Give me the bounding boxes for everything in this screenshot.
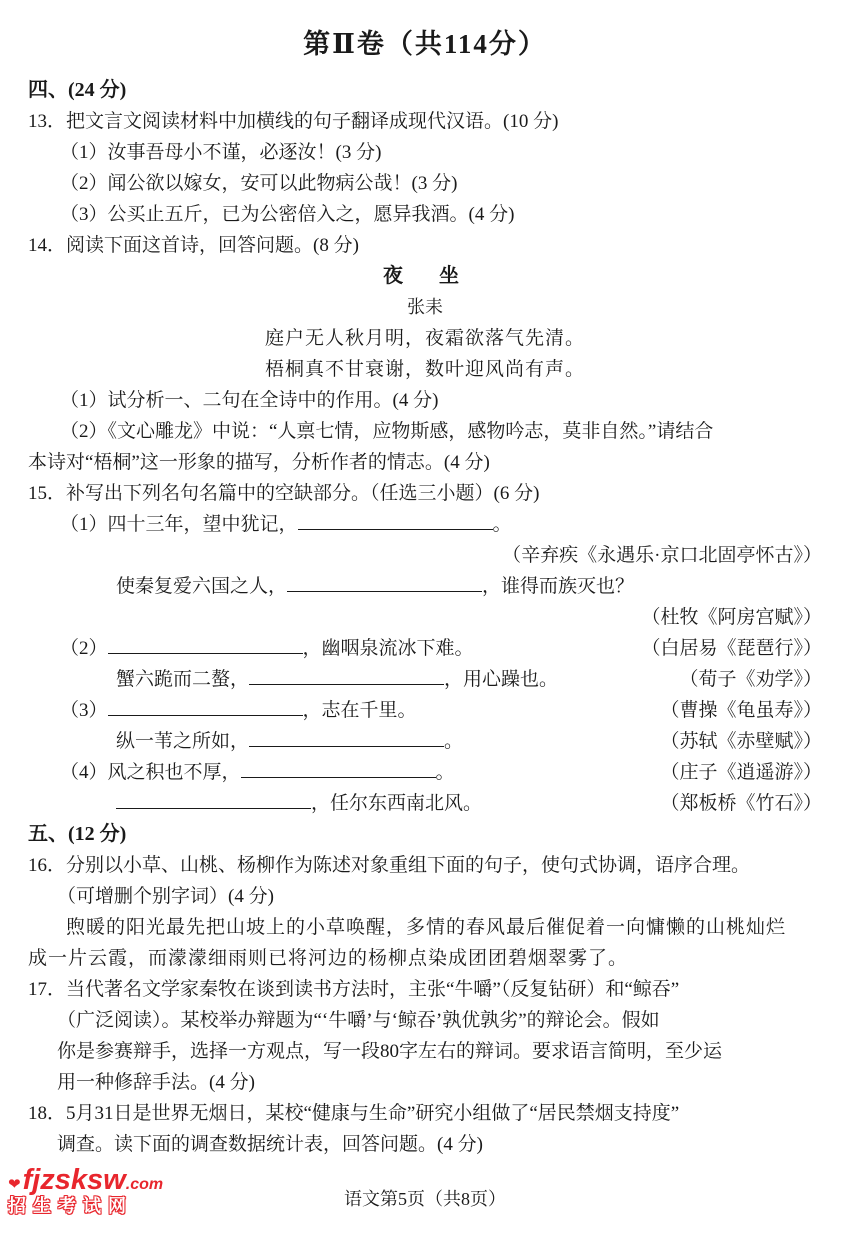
- q15-4a-post: 。: [435, 762, 455, 783]
- site-watermark: [8, 1165, 163, 1217]
- q16-stem-line1: 16．分别以小草、山桃、杨柳作为陈述对象重组下面的句子，使句式协调，语序合理。: [28, 855, 751, 876]
- q14-sub1: （1）试分析一、二句在全诗中的作用。(4 分): [60, 390, 439, 411]
- watermark-site-line: [8, 1165, 163, 1197]
- poem-author: 张耒: [407, 297, 443, 317]
- q15-1a-answer-blank: [298, 527, 493, 530]
- q15-3a-source: （曹操《龟虽寿》）: [660, 700, 822, 721]
- poem-title: 夜 坐: [383, 265, 467, 287]
- q16-stem-line2: （可增删个别字词）(4 分): [57, 886, 274, 907]
- section-five-heading: 五、(12 分): [28, 823, 127, 845]
- q15-1b-pre: 使秦复爱六国之人，: [116, 576, 288, 597]
- q15-2a-source: （白居易《琵琶行》）: [641, 638, 822, 659]
- q17-line4: 用一种修辞手法。(4 分): [57, 1072, 255, 1093]
- q15-3a-text: [60, 695, 417, 726]
- page-title: 第Ⅱ卷（共114分）: [303, 29, 547, 59]
- q15-3b-text: [116, 726, 463, 757]
- q15-4a-source: （庄子《逍遥游》）: [660, 762, 822, 783]
- q16-passage-line1: 煦暖的阳光最先把山坡上的小草唤醒，多情的春风最后催促着一向慵懒的山桃灿烂: [66, 917, 787, 938]
- q17-line2: （广泛阅读）。某校举办辩题为“‘牛嚼’与‘鲸吞’孰优孰劣”的辩论会。假如: [57, 1010, 660, 1031]
- q14-sub2-line1: （2）《文心雕龙》中说：“人禀七情，应物斯感，感物吟志，莫非自然。”请结合: [60, 421, 714, 442]
- q15-1b-post: ，谁得而族灭也？: [482, 576, 635, 597]
- q15-item-4a: [28, 757, 822, 788]
- q13-sub3: （3）公买止五斤，已为公密倍入之，愿异我酒。(4 分): [60, 204, 515, 225]
- q15-4a-text: [60, 757, 455, 788]
- q15-2b-source: （荀子《劝学》）: [679, 669, 822, 690]
- q15-stem: 15．补写出下列名句名篇中的空缺部分。（任选三小题）(6 分): [28, 483, 540, 504]
- q13-stem: 13．把文言文阅读材料中加横线的句子翻译成现代汉语。(10 分): [28, 111, 559, 132]
- q15-1b-answer-blank: [287, 589, 482, 592]
- q15-3b-pre: 纵一苇之所如，: [116, 731, 250, 752]
- q15-1a-post: 。: [492, 514, 512, 535]
- q15-4b-post: ，任尔东西南北风。: [311, 793, 483, 814]
- q15-item-3b: [28, 726, 822, 757]
- watermark-site-suffix: .com: [125, 1176, 164, 1194]
- watermark-caption: 招生考试网: [8, 1196, 133, 1217]
- q18-line1: 18．5月31日是世界无烟日，某校“健康与生命”研究小组做了“居民禁烟支持度”: [28, 1103, 680, 1124]
- q15-3a-answer-blank: [108, 713, 303, 716]
- q15-1a-pre: （1）四十三年，望中犹记，: [60, 514, 298, 535]
- q15-2b-post: ，用心躁也。: [444, 669, 559, 690]
- q15-2a-pre: （2）: [60, 638, 108, 659]
- q15-item-1b: [28, 571, 822, 602]
- q15-4b-text: [116, 788, 482, 819]
- q13-sub1: （1）汝事吾母小不谨，必逐汝！(3 分): [60, 142, 382, 163]
- poem-line-2: 梧桐真不甘衰谢，数叶迎风尚有声。: [264, 359, 585, 380]
- section-four-heading: 四、(24 分): [28, 79, 127, 101]
- q15-3a-post: ，志在千里。: [302, 700, 417, 721]
- q14-stem: 14．阅读下面这首诗，回答问题。(8 分): [28, 235, 359, 256]
- q16-passage-line2: 成一片云霞，而濛濛细雨则已将河边的杨柳点染成团团碧烟翠雾了。: [28, 948, 629, 969]
- q15-4a-pre: （4）风之积也不厚，: [60, 762, 241, 783]
- q15-item-1a: [28, 509, 822, 540]
- q15-4b-source: （郑板桥《竹石》）: [660, 793, 822, 814]
- q15-3b-source: （苏轼《赤壁赋》）: [660, 731, 822, 752]
- q15-1b-source: （杜牧《阿房宫赋》）: [641, 607, 822, 628]
- q15-2b-text: [116, 664, 558, 695]
- q15-3b-answer-blank: [249, 744, 444, 747]
- q15-4a-answer-blank: [241, 775, 436, 778]
- q17-line3: 你是参赛辩手，选择一方观点，写一段80字左右的辩词。要求语言简明，至少运: [57, 1041, 723, 1062]
- q15-2b-answer-blank: [249, 682, 444, 685]
- q15-2b-pre: 蟹六跪而二螯，: [116, 669, 250, 690]
- q15-2a-post: ，幽咽泉流冰下难。: [302, 638, 474, 659]
- q15-4b-answer-blank: [116, 806, 311, 809]
- q15-2a-text: [60, 633, 474, 664]
- q13-sub2: （2）闻公欲以嫁女，安可以此物病公哉！(3 分): [60, 173, 458, 194]
- q15-item-4b: [28, 788, 822, 819]
- q15-item-2b: [28, 664, 822, 695]
- q15-item-2a: [28, 633, 822, 664]
- q15-1a-source: （辛弃疾《永遇乐·京口北固亭怀古》）: [502, 545, 822, 566]
- q15-3b-post: 。: [444, 731, 464, 752]
- q17-line1: 17．当代著名文学家秦牧在谈到读书方法时，主张“牛嚼”（反复钻研）和“鲸吞”: [28, 979, 680, 1000]
- page-footer: 语文第5页（共8页）: [344, 1189, 506, 1209]
- poem-line-1: 庭户无人秋月明，夜霜欲落气先清。: [264, 328, 585, 349]
- q18-line2: 调查。读下面的调查数据统计表，回答问题。(4 分): [57, 1134, 483, 1155]
- q15-3a-pre: （3）: [60, 700, 108, 721]
- watermark-site-name: fjzsksw: [22, 1164, 126, 1197]
- q15-item-3a: [28, 695, 822, 726]
- q14-sub2-line2: 本诗对“梧桐”这一形象的描写，分析作者的情志。(4 分): [28, 452, 490, 473]
- q15-2a-answer-blank: [108, 651, 303, 654]
- heart-icon: ❤: [8, 1176, 21, 1194]
